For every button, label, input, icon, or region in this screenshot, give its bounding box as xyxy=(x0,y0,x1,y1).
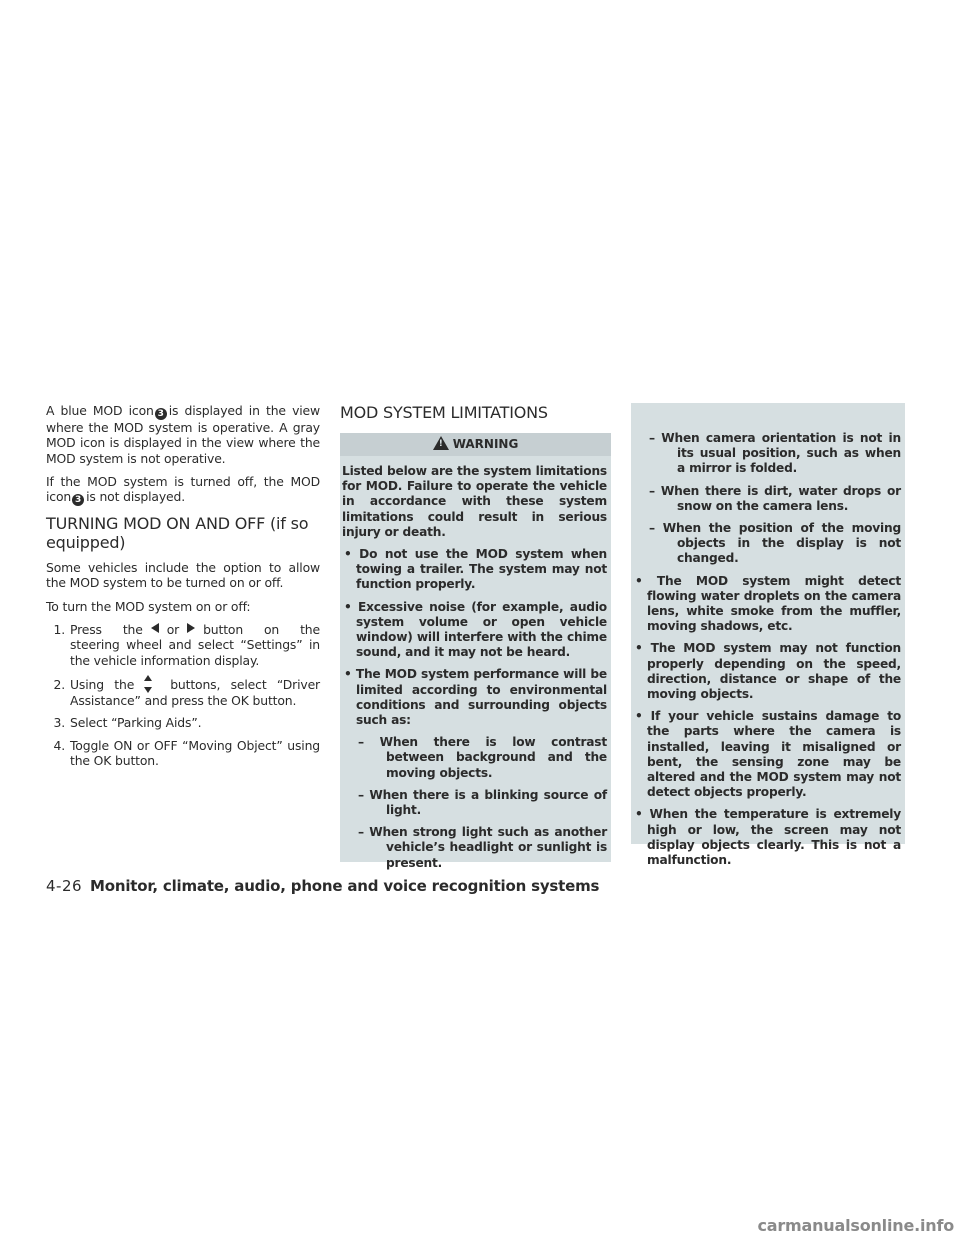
warning-header: ! WARNING xyxy=(340,433,611,456)
chapter-title: Monitor, climate, audio, phone and voice recognition systems xyxy=(90,877,600,895)
page-number: 4-26 xyxy=(46,877,83,895)
warning-bullet: • Do not use the MOD system when towing a trailer. The system may not function properly. xyxy=(344,547,607,592)
warning-box xyxy=(340,433,611,870)
page-footer xyxy=(46,876,599,896)
left-arrow-icon xyxy=(151,623,159,633)
step-3: 3. Select “Parking Aids”. xyxy=(53,715,202,731)
warning-intro: Listed below are the system limitations for MOD. Failure to operate the vehicle in accordance with these system limitations could result in serious injury or death. xyxy=(342,464,607,539)
option-paragraph: Some vehicles include the option to allow the MOD system to be turned on or off. xyxy=(46,560,320,591)
warning-body-continued xyxy=(631,403,905,868)
step-2: 2. Using the buttons, select “Driver Assistance” and press the OK button. xyxy=(53,676,321,708)
left-column xyxy=(46,403,320,775)
up-down-arrow-icon xyxy=(144,675,152,693)
warning-dash-item: – When the position of the moving objects in the display is not changed. xyxy=(649,521,901,566)
step-1: 1. Press the or button on the steering wheel and select “Settings” in the vehicle information display. xyxy=(53,622,320,668)
callout-3-icon: 3 xyxy=(72,494,84,506)
turning-mod-heading: TURNING MOD ON AND OFF (if so equipped) xyxy=(46,514,309,553)
warning-box-continued xyxy=(631,403,905,868)
warning-body xyxy=(340,456,611,871)
mod-icon-paragraph: A blue MOD icon 3 is displayed in the view where the MOD system is operative. A gray MOD icon is displayed in the view where the MOD system is not operative. xyxy=(46,403,321,466)
step-4: 4. Toggle ON or OFF “Moving Object” using the OK button. xyxy=(53,737,320,768)
watermark: carmanualsonline.info xyxy=(757,1216,954,1235)
warning-bullet: • When the temperature is extremely high or low, the screen may not display objects clearly. This is not a malfunction. xyxy=(635,807,901,868)
warning-bullet: • The MOD system may not function properly depending on the speed, direction, distance or shape of the moving objects. xyxy=(635,641,901,702)
warning-bullet: • If your vehicle sustains damage to the parts where the camera is installed, leaving it misaligned or bent, the sensing zone may be altered and the MOD system may not detect objects properly. xyxy=(635,709,901,800)
warning-triangle-icon: ! xyxy=(433,436,449,450)
steps-list xyxy=(46,622,320,768)
warning-dash-item: – When there is low contrast between background and the moving objects. xyxy=(358,735,607,780)
right-arrow-icon xyxy=(187,623,195,633)
warning-bullet: • Excessive noise (for example, audio system volume or open vehicle window) will interfere with the chime sound, and it may not be heard. xyxy=(344,599,607,660)
mod-off-paragraph: If the MOD system is turned off, the MOD icon 3 is not displayed. xyxy=(46,473,320,506)
callout-3-icon: 3 xyxy=(155,408,167,420)
warning-dash-item: – When there is a blinking source of light. xyxy=(358,787,607,818)
warning-dash-item: – When strong light such as another vehicle’s headlight or sunlight is present. xyxy=(358,825,607,870)
warning-bullet: • The MOD system performance will be limited according to environmental conditions and surrounding objects such as: xyxy=(344,667,607,728)
limitations-heading: MOD SYSTEM LIMITATIONS xyxy=(340,403,548,422)
instructions-intro: To turn the MOD system on or off: xyxy=(46,598,251,614)
warning-dash-item: – When there is dirt, water drops or snow on the camera lens. xyxy=(649,483,901,513)
warning-bullet: • The MOD system might detect flowing water droplets on the camera lens, white smoke from the muffler, moving shadows, etc. xyxy=(635,573,901,634)
warning-dash-item: – When camera orientation is not in its usual position, such as when a mirror is folded. xyxy=(649,431,901,476)
